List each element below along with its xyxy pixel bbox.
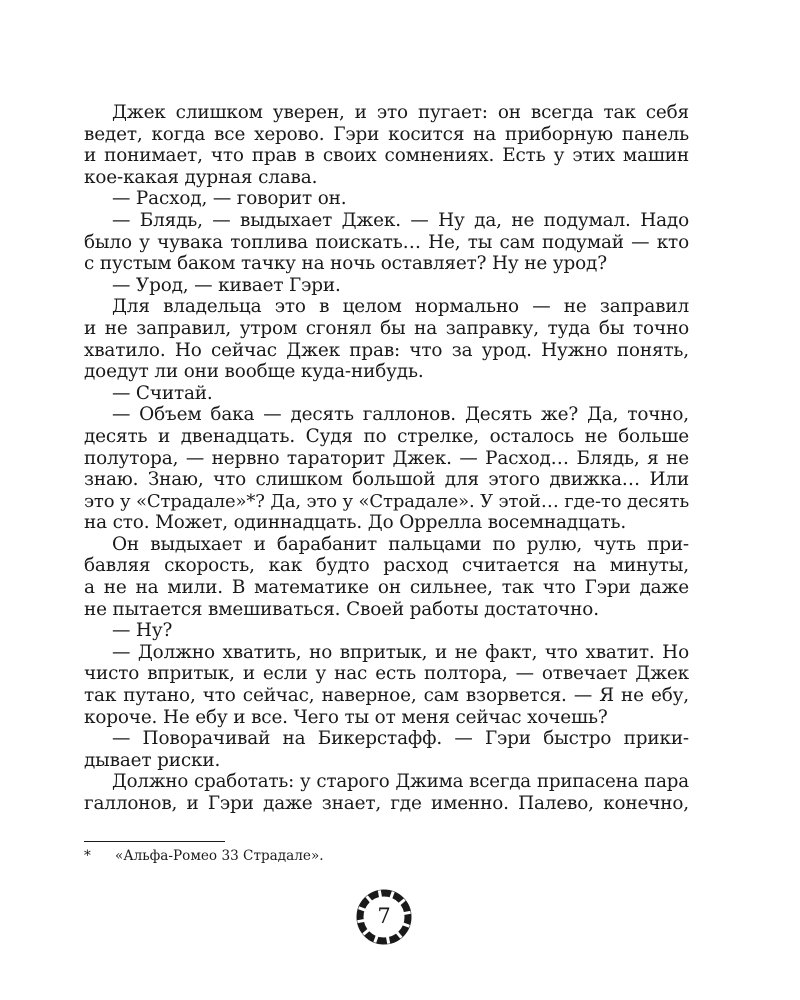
text-line: знаю. Знаю, что слишком большой для этого движка… Или bbox=[84, 469, 689, 491]
text-line: хватило. Но сейчас Джек прав: что за урод. Нужно понять, bbox=[84, 339, 689, 361]
text-line: — Объем бака — десять галлонов. Десять же? Да, точно, bbox=[112, 404, 689, 426]
text-line: так путано, что сейчас, наверное, сам взорвется. — Я не ебу, bbox=[84, 685, 689, 707]
text-line: — Расход, — говорит он. bbox=[112, 188, 347, 210]
text-line: — Блядь, — выдыхает Джек. — Ну да, не подумал. Надо bbox=[112, 209, 689, 231]
text-line: на сто. Может, одиннадцать. До Оррелла восемнадцать. bbox=[84, 512, 627, 534]
text-line: полутора, — нервно тараторит Джек. — Расход… Блядь, я не bbox=[84, 447, 689, 469]
text-line: десять и двенадцать. Судя по стрелке, осталось не больше bbox=[84, 425, 689, 447]
text-line: — Должно хватить, но впритык, и не факт, что хватит. Но bbox=[112, 641, 689, 663]
text-line: галлонов, и Гэри даже знает, где именно. Палево, конечно, bbox=[84, 793, 689, 814]
footnote-marker: * bbox=[84, 848, 91, 864]
text-line: дывает риски. bbox=[84, 749, 221, 771]
text-line: и понимает, что прав в своих сомнениях. Есть у этих машин bbox=[84, 145, 689, 167]
text-line: это у «Страдале»*? Да, это у «Страдале». У этой… где-то десять bbox=[84, 490, 689, 512]
page-number-badge bbox=[351, 887, 417, 947]
text-line: Должно сработать: у старого Джима всегда припасена пара bbox=[112, 771, 689, 793]
text-line: Джек слишком уверен, и это пугает: он всегда так себя bbox=[112, 102, 689, 123]
body-text bbox=[84, 102, 689, 815]
text-line: доедут ли они вообще куда-нибудь. bbox=[84, 361, 424, 383]
text-line: и не заправил, утром сгонял бы на заправку, туда бы точно bbox=[84, 317, 689, 339]
footnote-text: «Альфа-Ромео 33 Страдале». bbox=[115, 848, 324, 864]
text-line: — Урод, — кивает Гэри. bbox=[112, 274, 341, 296]
footnote-divider bbox=[84, 841, 225, 842]
page-number: 7 bbox=[377, 904, 391, 928]
text-line: чисто впритык, и если у нас есть полтора, — отвечает Джек bbox=[84, 663, 689, 685]
text-line: — Считай. bbox=[112, 382, 213, 404]
text-line: Для владельца это в целом нормально — не заправил bbox=[112, 296, 689, 318]
text-line: не пытается вмешиваться. Своей работы достаточно. bbox=[84, 598, 599, 620]
text-line: было у чувака топлива поискать… Не, ты сам подумай — кто bbox=[84, 231, 689, 253]
text-line: бавляя скорость, как будто расход считается на минуты, bbox=[84, 555, 689, 577]
text-line: — Ну? bbox=[112, 620, 173, 642]
text-line: с пустым баком тачку на ночь оставляет? Ну не урод? bbox=[84, 253, 607, 275]
text-line: а не на мили. В математике он сильнее, так что Гэри даже bbox=[84, 577, 689, 599]
text-line: кое-какая дурная слава. bbox=[84, 166, 318, 188]
text-line: — Поворачивай на Бикерстафф. — Гэри быстро прики- bbox=[112, 728, 689, 750]
text-line: Он выдыхает и барабанит пальцами по рулю, чуть при- bbox=[112, 533, 689, 555]
text-line: ведет, когда все херово. Гэри косится на приборную панель bbox=[84, 123, 689, 145]
footnote bbox=[84, 848, 324, 865]
text-line: короче. Не ебу и все. Чего ты от меня сейчас хочешь? bbox=[84, 706, 608, 728]
